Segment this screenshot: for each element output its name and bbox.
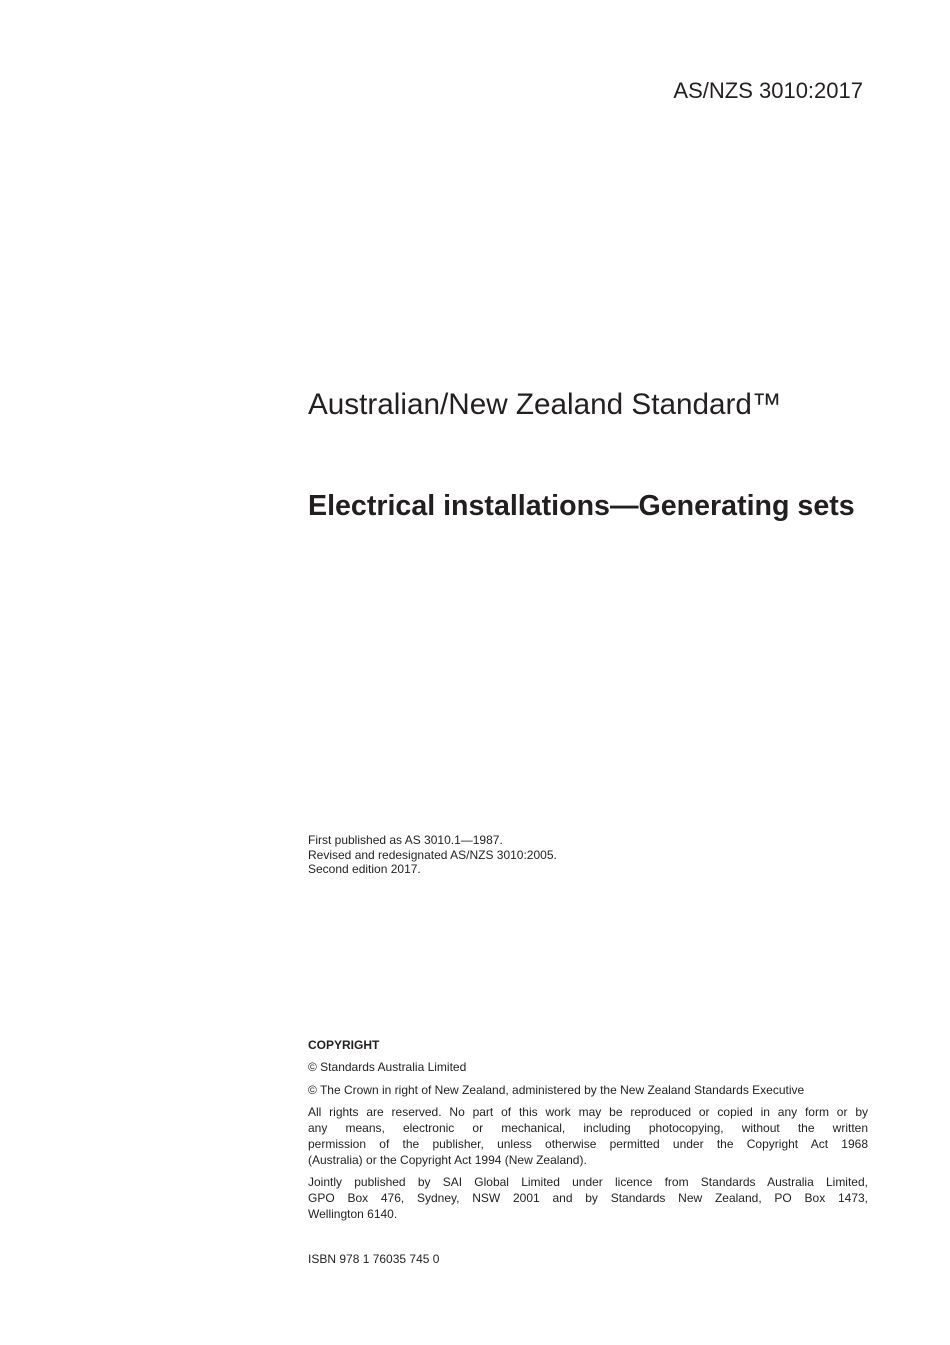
copyright-owner-australia: © Standards Australia Limited — [308, 1060, 467, 1074]
isbn: ISBN 978 1 76035 745 0 — [308, 1252, 440, 1266]
document-title: Electrical installations—Generating sets — [308, 490, 855, 522]
rights-line: (Australia) or the Copyright Act 1994 (New Zealand). — [308, 1153, 587, 1167]
rights-paragraph — [308, 1104, 868, 1168]
publication-history — [308, 833, 557, 877]
rights-line: permission of the publisher, unless otherwise permitted under the Copyright Act 1968 — [308, 1137, 868, 1151]
rights-line: All rights are reserved. No part of this work may be reproduced or copied in any form or by — [308, 1105, 868, 1119]
rights-line: any means, electronic or mechanical, including photocopying, without the written — [308, 1121, 868, 1135]
history-line: Second edition 2017. — [308, 862, 421, 876]
standard-designation: AS/NZS 3010:2017 — [673, 78, 863, 103]
copyright-owner-new-zealand: © The Crown in right of New Zealand, administered by the New Zealand Standards Executive — [308, 1083, 805, 1097]
series-title: Australian/New Zealand Standard™ — [308, 388, 782, 421]
publisher-line: GPO Box 476, Sydney, NSW 2001 and by Standards New Zealand, PO Box 1473, — [308, 1191, 868, 1205]
publisher-line: Wellington 6140. — [308, 1207, 398, 1221]
copyright-heading: COPYRIGHT — [308, 1038, 380, 1052]
history-line: First published as AS 3010.1—1987. — [308, 833, 503, 847]
history-line: Revised and redesignated AS/NZS 3010:2005. — [308, 847, 557, 862]
publisher-line: Jointly published by SAI Global Limited under licence from Standards Australia Limited, — [308, 1175, 868, 1189]
publisher-paragraph — [308, 1174, 868, 1222]
